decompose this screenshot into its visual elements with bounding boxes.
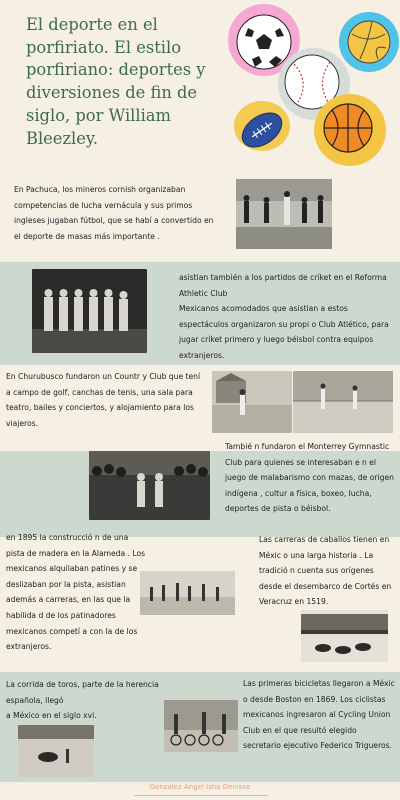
- bullfight-photo: [18, 725, 94, 777]
- horse-racing-text: Las carreras de caballos tienen en Méxic o una larga historia . La tradició n cuenta sus orígenes desde el desembarco de Cortés en Veracruz en 1519.: [259, 535, 392, 607]
- alameda-text: en 1895 la construcció n de una pista de madera en la Alameda . Los mexicanos alquilaban patines y se deslizaban por la pista, asistian además a carreras, en las que la habilida d de los patinadores mexicanos competí a con la de los extranjeros.: [6, 533, 146, 652]
- tennis-photo-1: [212, 371, 292, 433]
- page-title: El deporte en el porfiriato. El estilo porfiriano: deportes y diversiones de fin de siglo, por William Bleezley.: [26, 15, 206, 148]
- churubusco-text: En Churubusco fundaron un Countr y Club que tení a campo de golf, canchas de tenis, una sala para teatro, bailes y conciertos, y alojamiento para los viajeros.: [6, 372, 201, 428]
- cricket-team-photo: [32, 269, 147, 353]
- author-credit: Gonzalez Angel Isha Denisse: [149, 783, 251, 791]
- volleyball-icon: [339, 12, 399, 72]
- skating-photo: [140, 571, 235, 615]
- pachuca-text: En Pachuca, los mineros cornish organizaban competencias de lucha vernácula y sus primos ingleses jugaban fútbol, que se habí a convertido en el deporte de masas más importante .: [14, 185, 214, 241]
- cricket-text: asistian también a los partidos de críket en el Reforma Athletic Club Mexicanos acomodados que asistian a estos espectáculos organizaron su propi o Club Atlético, para jugar críket primero y luego béisbol contra equipos extranjeros.: [179, 273, 389, 360]
- football-players-photo: [236, 179, 332, 249]
- tennis-photo-2: [293, 371, 393, 433]
- horse-racing-photo: [301, 610, 388, 662]
- bicycles-text: Las primeras bicicletas llegaron a Méxic o desde Boston en 1869. Los ciclistas mexicanos ingresaron al Cycling Union Club en el que resultó elegido secretario ejecutivo Federico Trigueros.: [243, 679, 395, 751]
- boxing-crowd-photo: [89, 451, 210, 520]
- cyclists-photo: [164, 700, 238, 752]
- credit-underline: [134, 795, 268, 796]
- sports-balls-illustration: [222, 4, 400, 172]
- monterrey-text: Tambié n fundaron el Monterrey Gymnastic Club para quienes se interesaban e n el juego de malabarismo con mazas, de origen indígena , cultur a física, boxeo, lucha, deportes de pista o béisbol.: [225, 442, 394, 514]
- football-icon: [234, 101, 290, 154]
- bullfight-text: La corrida de toros, parte de la herencia española, llegó a México en el siglo xvi.: [6, 680, 159, 721]
- basketball-icon: [314, 94, 386, 166]
